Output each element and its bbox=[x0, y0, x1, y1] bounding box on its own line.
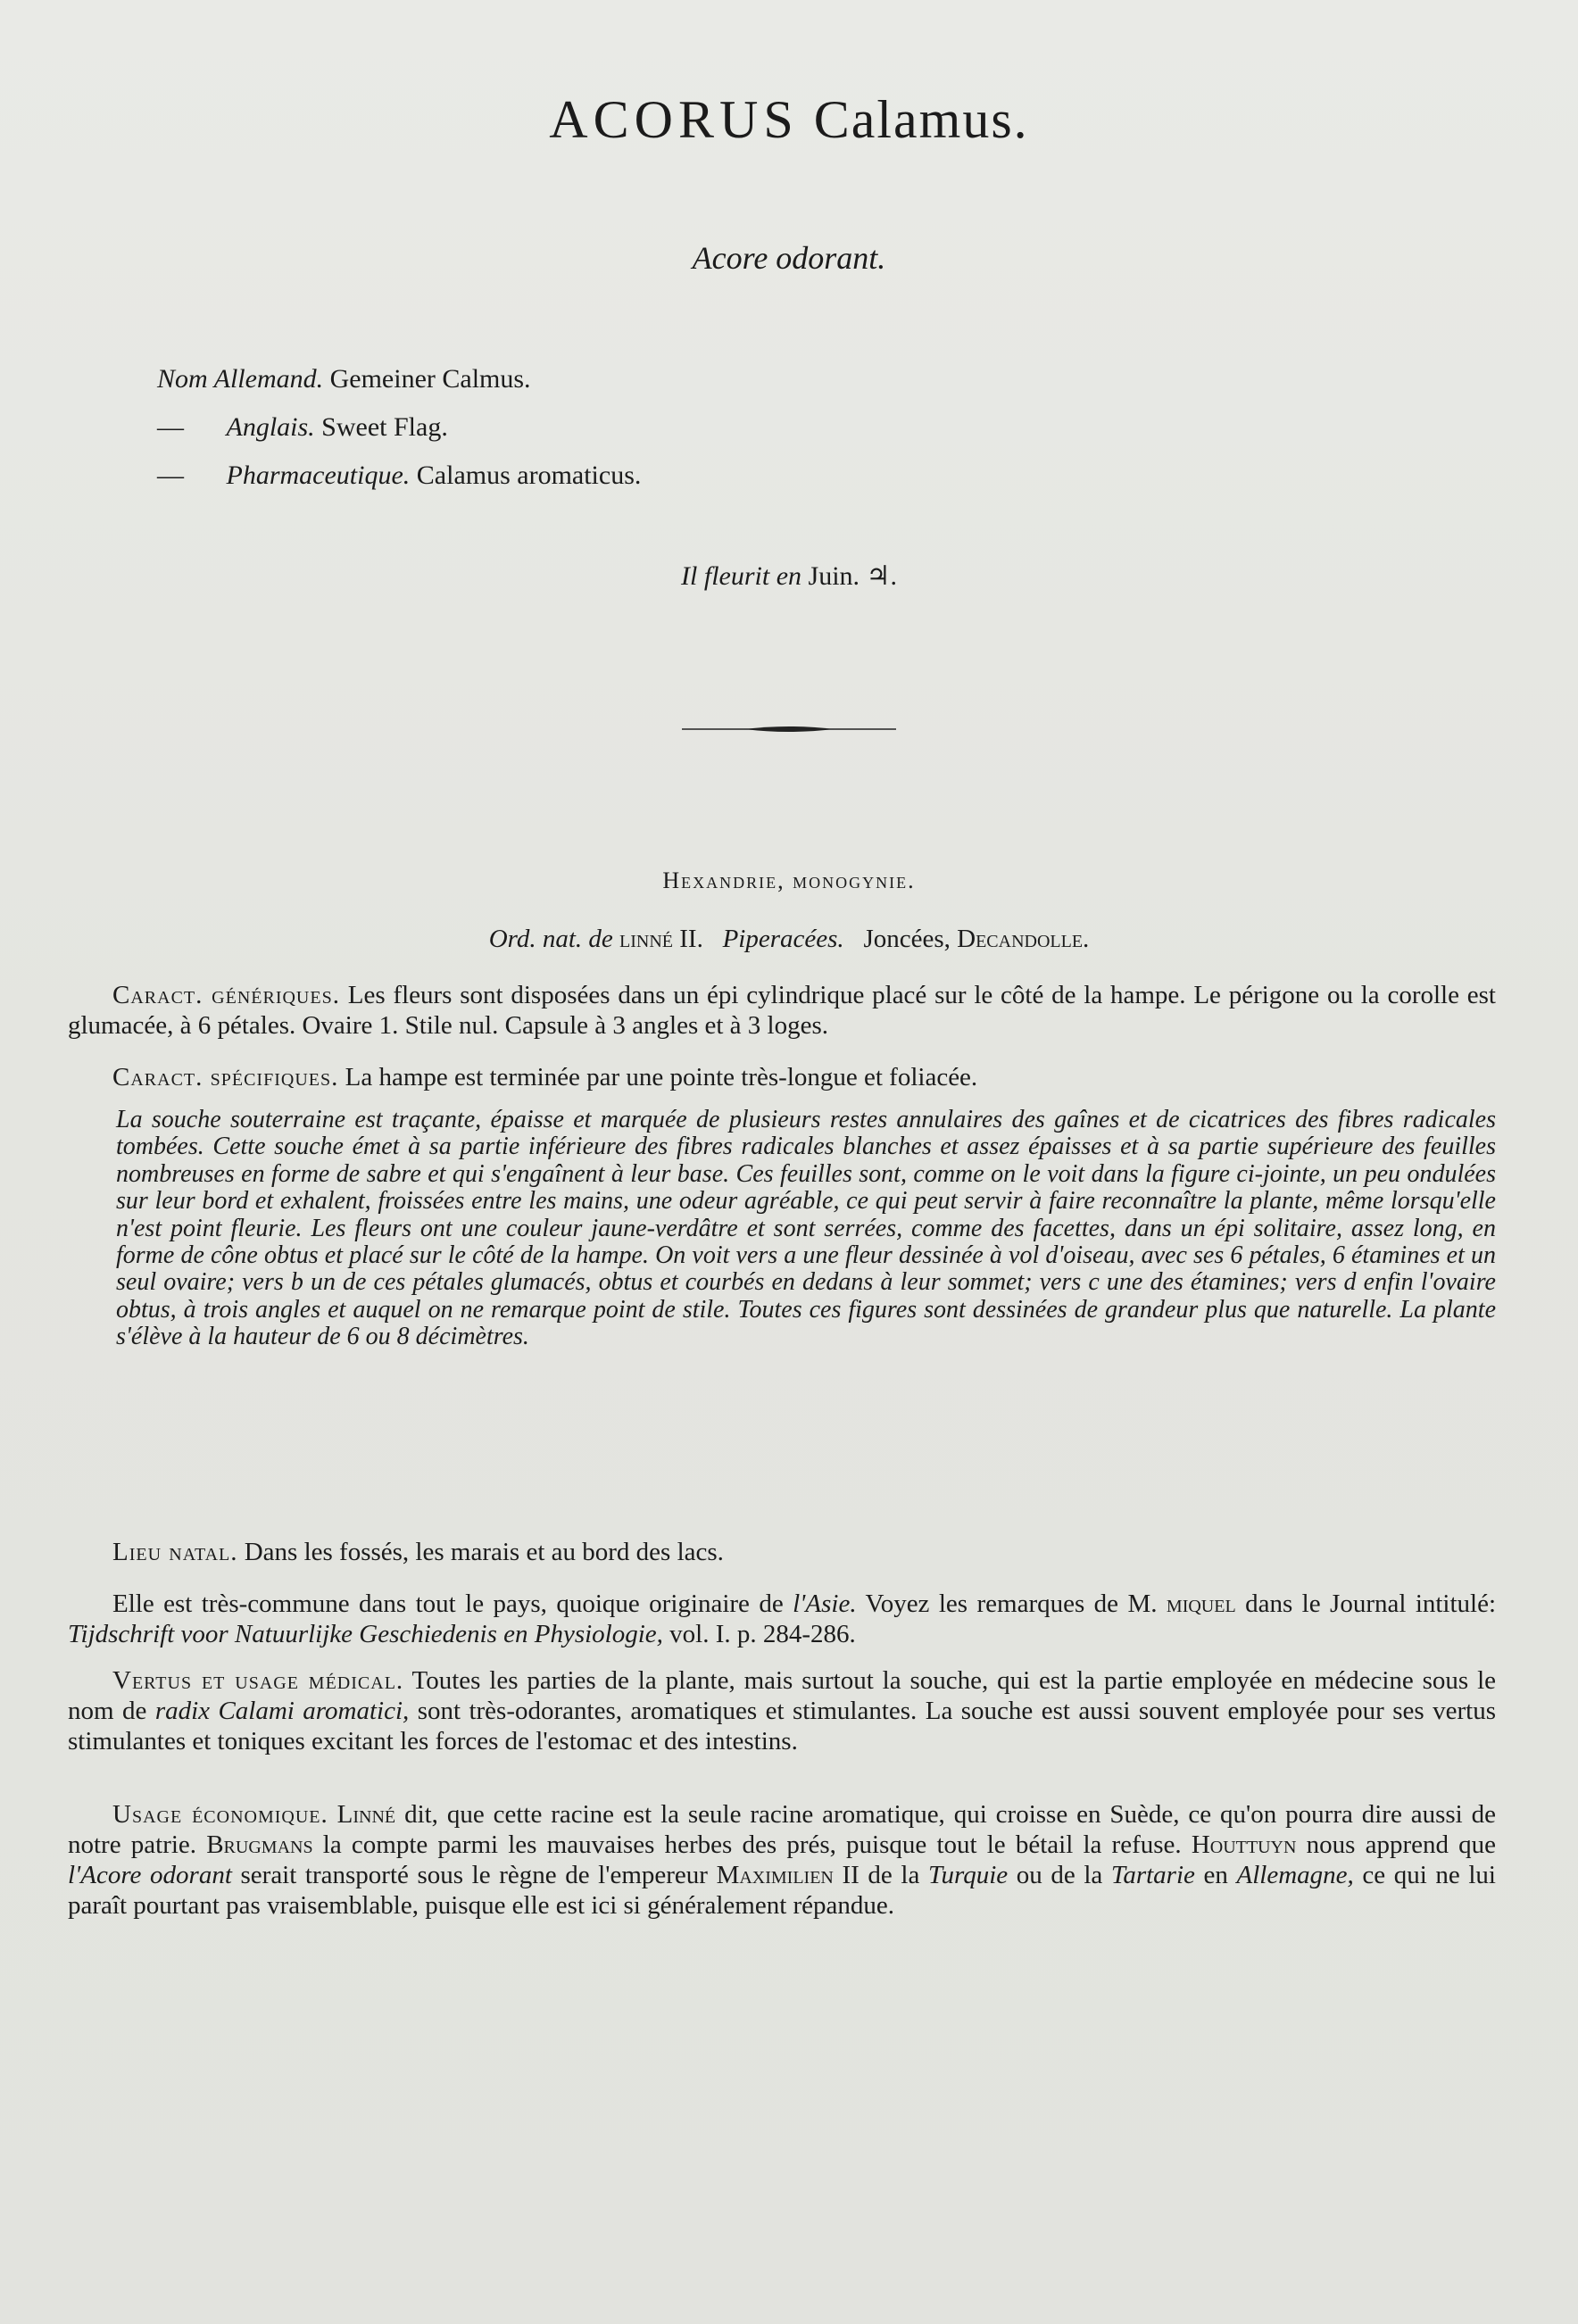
flowering-month: Juin. bbox=[808, 561, 860, 591]
flowering-prefix: Il fleurit en bbox=[681, 561, 802, 591]
economic-place-tartarie: Tartarie bbox=[1110, 1861, 1195, 1889]
name-value: Gemeiner Calmus. bbox=[329, 364, 531, 394]
medical-use-text-rest: sont très-odorantes, aromatiques et stimulantes. La souche est aussi souvent employée pour ses vertus stimulantes et toniques excitant les forces de l'estomac et des intestins. bbox=[68, 1697, 1496, 1755]
generic-characters-text: Les fleurs sont disposées dans un épi cylindrique placé sur le côté de la hampe. Le périgone ou la corolle est glumacée, à 6 pétales. Ovaire 1. Stile nul. Capsule à 3 angles et à 3 loges. bbox=[68, 981, 1496, 1040]
name-row-german bbox=[157, 355, 641, 403]
economic-author-linne: Linné bbox=[336, 1800, 396, 1829]
name-value: Calamus aromaticus. bbox=[416, 461, 642, 490]
vernacular-names bbox=[157, 355, 641, 500]
title-species: Calamus. bbox=[813, 90, 1029, 149]
economic-emperor: Maximilien bbox=[716, 1861, 834, 1889]
habitat-text: Dans les fossés, les marais et au bord des lacs. bbox=[244, 1538, 724, 1566]
economic-plant-name: l'Acore odorant bbox=[68, 1861, 232, 1889]
name-dash: — bbox=[157, 412, 184, 442]
name-row-english bbox=[157, 403, 641, 452]
name-language: Pharmaceutique. bbox=[226, 461, 411, 490]
specific-characters-heading: Caract. spécifiques. bbox=[112, 1063, 339, 1091]
habitat-journal-ref: vol. I. p. 284-286. bbox=[669, 1620, 856, 1648]
name-value: Sweet Flag. bbox=[321, 412, 448, 442]
economic-text-5: II de la bbox=[842, 1861, 920, 1889]
medical-use-text: Toutes les parties de la plante, mais surtout la souche, qui est la partie employée en médecine sous le nom de bbox=[68, 1666, 1496, 1725]
page-title bbox=[0, 89, 1578, 151]
order-prefix: Ord. nat. de bbox=[488, 925, 613, 953]
habitat-see: Voyez les remarques de M. bbox=[865, 1589, 1158, 1618]
economic-text-6: ou de la bbox=[1016, 1861, 1103, 1889]
order-family-author: Decandolle. bbox=[957, 925, 1090, 953]
habitat-remarks-text: Elle est très-commune dans tout le pays, quoique originaire de bbox=[112, 1589, 784, 1618]
economic-text-4: serait transporté sous le règne de l'empereur bbox=[240, 1861, 708, 1889]
economic-author-houttuyn: Houttuyn bbox=[1191, 1830, 1297, 1859]
order-number: II. bbox=[679, 925, 703, 953]
specific-characters bbox=[68, 1062, 1496, 1092]
economic-text-2: la compte parmi les mauvaises herbes des prés, puisque tout le bétail la refuse. bbox=[322, 1830, 1182, 1859]
order-author: linné bbox=[619, 925, 674, 953]
economic-use-heading: Usage économique. bbox=[112, 1800, 328, 1829]
specific-characters-text: La hampe est terminée par une pointe très-longue et foliacée. bbox=[345, 1063, 978, 1091]
habitat-origin: l'Asie. bbox=[793, 1589, 857, 1618]
name-row-pharmaceutical bbox=[157, 452, 641, 500]
economic-author-brugmans: Brugmans bbox=[206, 1830, 313, 1859]
medical-use-heading: Vertus et usage médical. bbox=[112, 1666, 404, 1695]
habitat-journal-intro: dans le Journal intitulé: bbox=[1245, 1589, 1497, 1618]
generic-characters bbox=[68, 980, 1496, 1041]
generic-characters-heading: Caract. génériques. bbox=[112, 981, 340, 1009]
economic-text-7: en bbox=[1203, 1861, 1228, 1889]
medical-use-drug-name: radix Calami aromatici, bbox=[154, 1697, 410, 1725]
habitat-journal-title: Tijdschrift voor Natuurlijke Geschiedenis en Physiologie, bbox=[68, 1620, 663, 1648]
habitat-remarks bbox=[68, 1589, 1496, 1649]
common-name: Acore odorant. bbox=[692, 240, 886, 276]
name-language: Anglais. bbox=[226, 412, 315, 442]
name-language: Nom Allemand. bbox=[157, 364, 324, 394]
economic-place-turquie: Turquie bbox=[927, 1861, 1009, 1889]
natural-order bbox=[0, 925, 1578, 954]
ornament-divider-icon bbox=[682, 723, 896, 735]
medical-use bbox=[68, 1665, 1496, 1756]
habitat-author: miquel bbox=[1166, 1589, 1236, 1618]
economic-text-1: dit, que cette racine est la seule racine aromatique, qui croisse en Suède, ce qu'on pourra dire aussi de notre patrie. bbox=[68, 1800, 1497, 1859]
economic-text-3: nous apprend que bbox=[1306, 1830, 1497, 1859]
flowering-time bbox=[0, 560, 1578, 592]
order-family: Piperacées. bbox=[722, 925, 844, 953]
order-family-alt: Joncées, bbox=[863, 925, 951, 953]
plant-description: La souche souterraine est traçante, épaisse et marquée de plusieurs restes annulaires des gaînes et de cicatrices des fibres radicales tombées. Cette souche émet à sa partie inférieure des fibres radicales blanches et assez épaisses et à sa partie supérieure des feuilles nombreuses en forme de sabre et qui s'engaînent à leur base. Ces feuilles sont, comme on le voit dans la figure ci-jointe, un peu ondulées sur leur bord et exhalent, froissées entre les mains, une odeur agréable, ce qui peut servir à faire reconnaître la plante, même lorsqu'elle n'est point fleurie. Les fleurs ont une couleur jaune-verdâtre et sont serrées, comme des facettes, dans un épi solitaire, assez long, en forme de cône obtus et placé sur le côté de la hampe. On voit vers a une fleur dessinée à vol d'oiseau, avec ses 6 pétales, 6 étamines et un seul ovaire; vers b un de ces pétales glumacés, obtus et courbés en dedans à leur sommet; vers c une des étamines; vers d enfin l'ovaire obtus, à trois angles et auquel on ne remarque point de stile. Toutes ces figures sont dessinées de grandeur plus que naturelle. La plante s'élève à la hauteur de 6 ou 8 décimètres. bbox=[116, 1106, 1496, 1351]
name-dash: — bbox=[157, 461, 184, 490]
economic-text-8: ce qui ne lui paraît pourtant pas vraisemblable, puisque elle est ici si généralement répandue. bbox=[68, 1861, 1496, 1920]
title-genus: ACORUS bbox=[549, 90, 799, 149]
habitat-heading: Lieu natal. bbox=[112, 1538, 238, 1566]
linnaean-class: Hexandrie, monogynie. bbox=[662, 867, 916, 893]
habitat bbox=[68, 1537, 1496, 1567]
economic-use bbox=[68, 1799, 1496, 1921]
economic-place-allemagne: Allemagne, bbox=[1236, 1861, 1354, 1889]
perennial-symbol: ♃. bbox=[866, 561, 897, 591]
